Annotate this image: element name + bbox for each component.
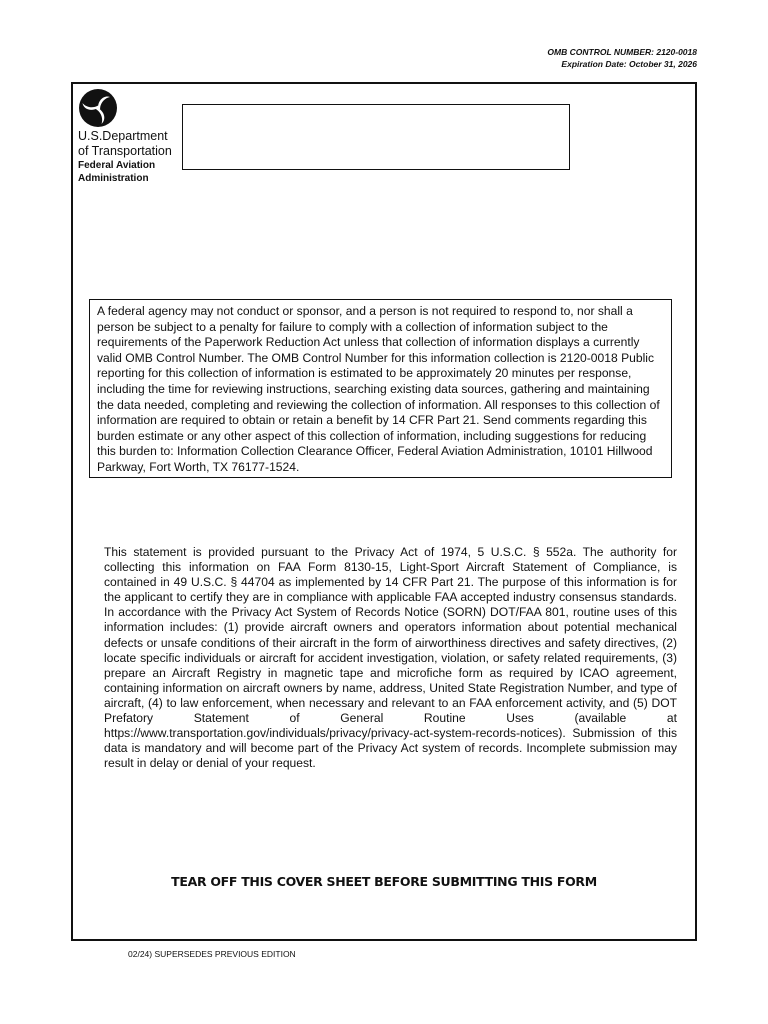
privacy-act-statement: This statement is provided pursuant to the Privacy Act of 1974, 5 U.S.C. § 552a. The authority for collecting this information on FAA Form 8130-15, Light-Sport Aircraft Statement of Compliance, is contained in 49 U.S.C. § 44704 as implemented by 14 CFR Part 21. The purpose of this information is for the applicant to certify they are in compliance with applicable FAA accepted industry consensus standards. In accordance with the Privacy Act System of Records Notice (SORN) DOT/FAA 801, routine uses of this information includes: (1) provide aircraft owners and operators information about potential mechanical defects or unsafe conditions of their aircraft in the form of airworthiness directives and safety directives, (2) locate specific individuals or aircraft for accident investigation, violation, or safety related requirements, (3) prepare an Aircraft Registry in magnetic tape and microfiche form as required by ICAO agreement, containing information on aircraft owners by name, address, United State Registration Number, and type of aircraft, (4) to law enforcement, when necessary and relevant to an FAA enforcement activity, and (5) DOT Prefatory Statement of General Routine Uses (available at https://www.transportation.gov/individuals/privacy/privacy-act-system-records-notices). Submission of this data is mandatory and will become part of the Privacy Act system of records. Incomplete submission may result in delay or denial of your request.: [104, 545, 677, 771]
omb-header: [547, 46, 697, 70]
paperwork-reduction-notice: A federal agency may not conduct or sponsor, and a person is not required to respond to, nor shall a person be subject to a penalty for failure to comply with a collection of information subject to the requirements of the Paperwork Reduction Act unless that collection of information displays a currently valid OMB Control Number. The OMB Control Number for this information collection is 2120-0018 Public reporting for this collection of information is estimated to be approximately 20 minutes per response, including the time for reviewing instructions, searching existing data sources, gathering and maintaining the data needed, completing and reviewing the collection of information. All responses to this collection of information are required to obtain or retain a benefit by 14 CFR Part 21. Send comments regarding this burden estimate or any other aspect of this collection of information, including suggestions for reducing this burden to: Information Collection Clearance Officer, Federal Aviation Administration, 10101 Hillwood Parkway, Fort Worth, TX 76177-1524.: [89, 299, 672, 478]
agency-name-line1: U.S.Department: [78, 129, 168, 143]
dot-triskelion-icon: [78, 88, 118, 128]
form-border: [71, 82, 697, 941]
edition-footer: 02/24) SUPERSEDES PREVIOUS EDITION: [128, 949, 296, 959]
agency-subname-line1: Federal Aviation: [78, 160, 156, 171]
agency-subname-line2: Administration: [78, 173, 149, 184]
dot-faa-logo: [76, 86, 176, 186]
agency-name-line2: of Transportation: [78, 144, 172, 158]
tear-off-notice: TEAR OFF THIS COVER SHEET BEFORE SUBMITTING THIS FORM: [171, 874, 597, 889]
omb-control-number: OMB CONTROL NUMBER: 2120-0018: [547, 47, 697, 57]
form-title-box: [182, 104, 570, 170]
expiration-date: Expiration Date: October 31, 2026: [561, 59, 697, 69]
